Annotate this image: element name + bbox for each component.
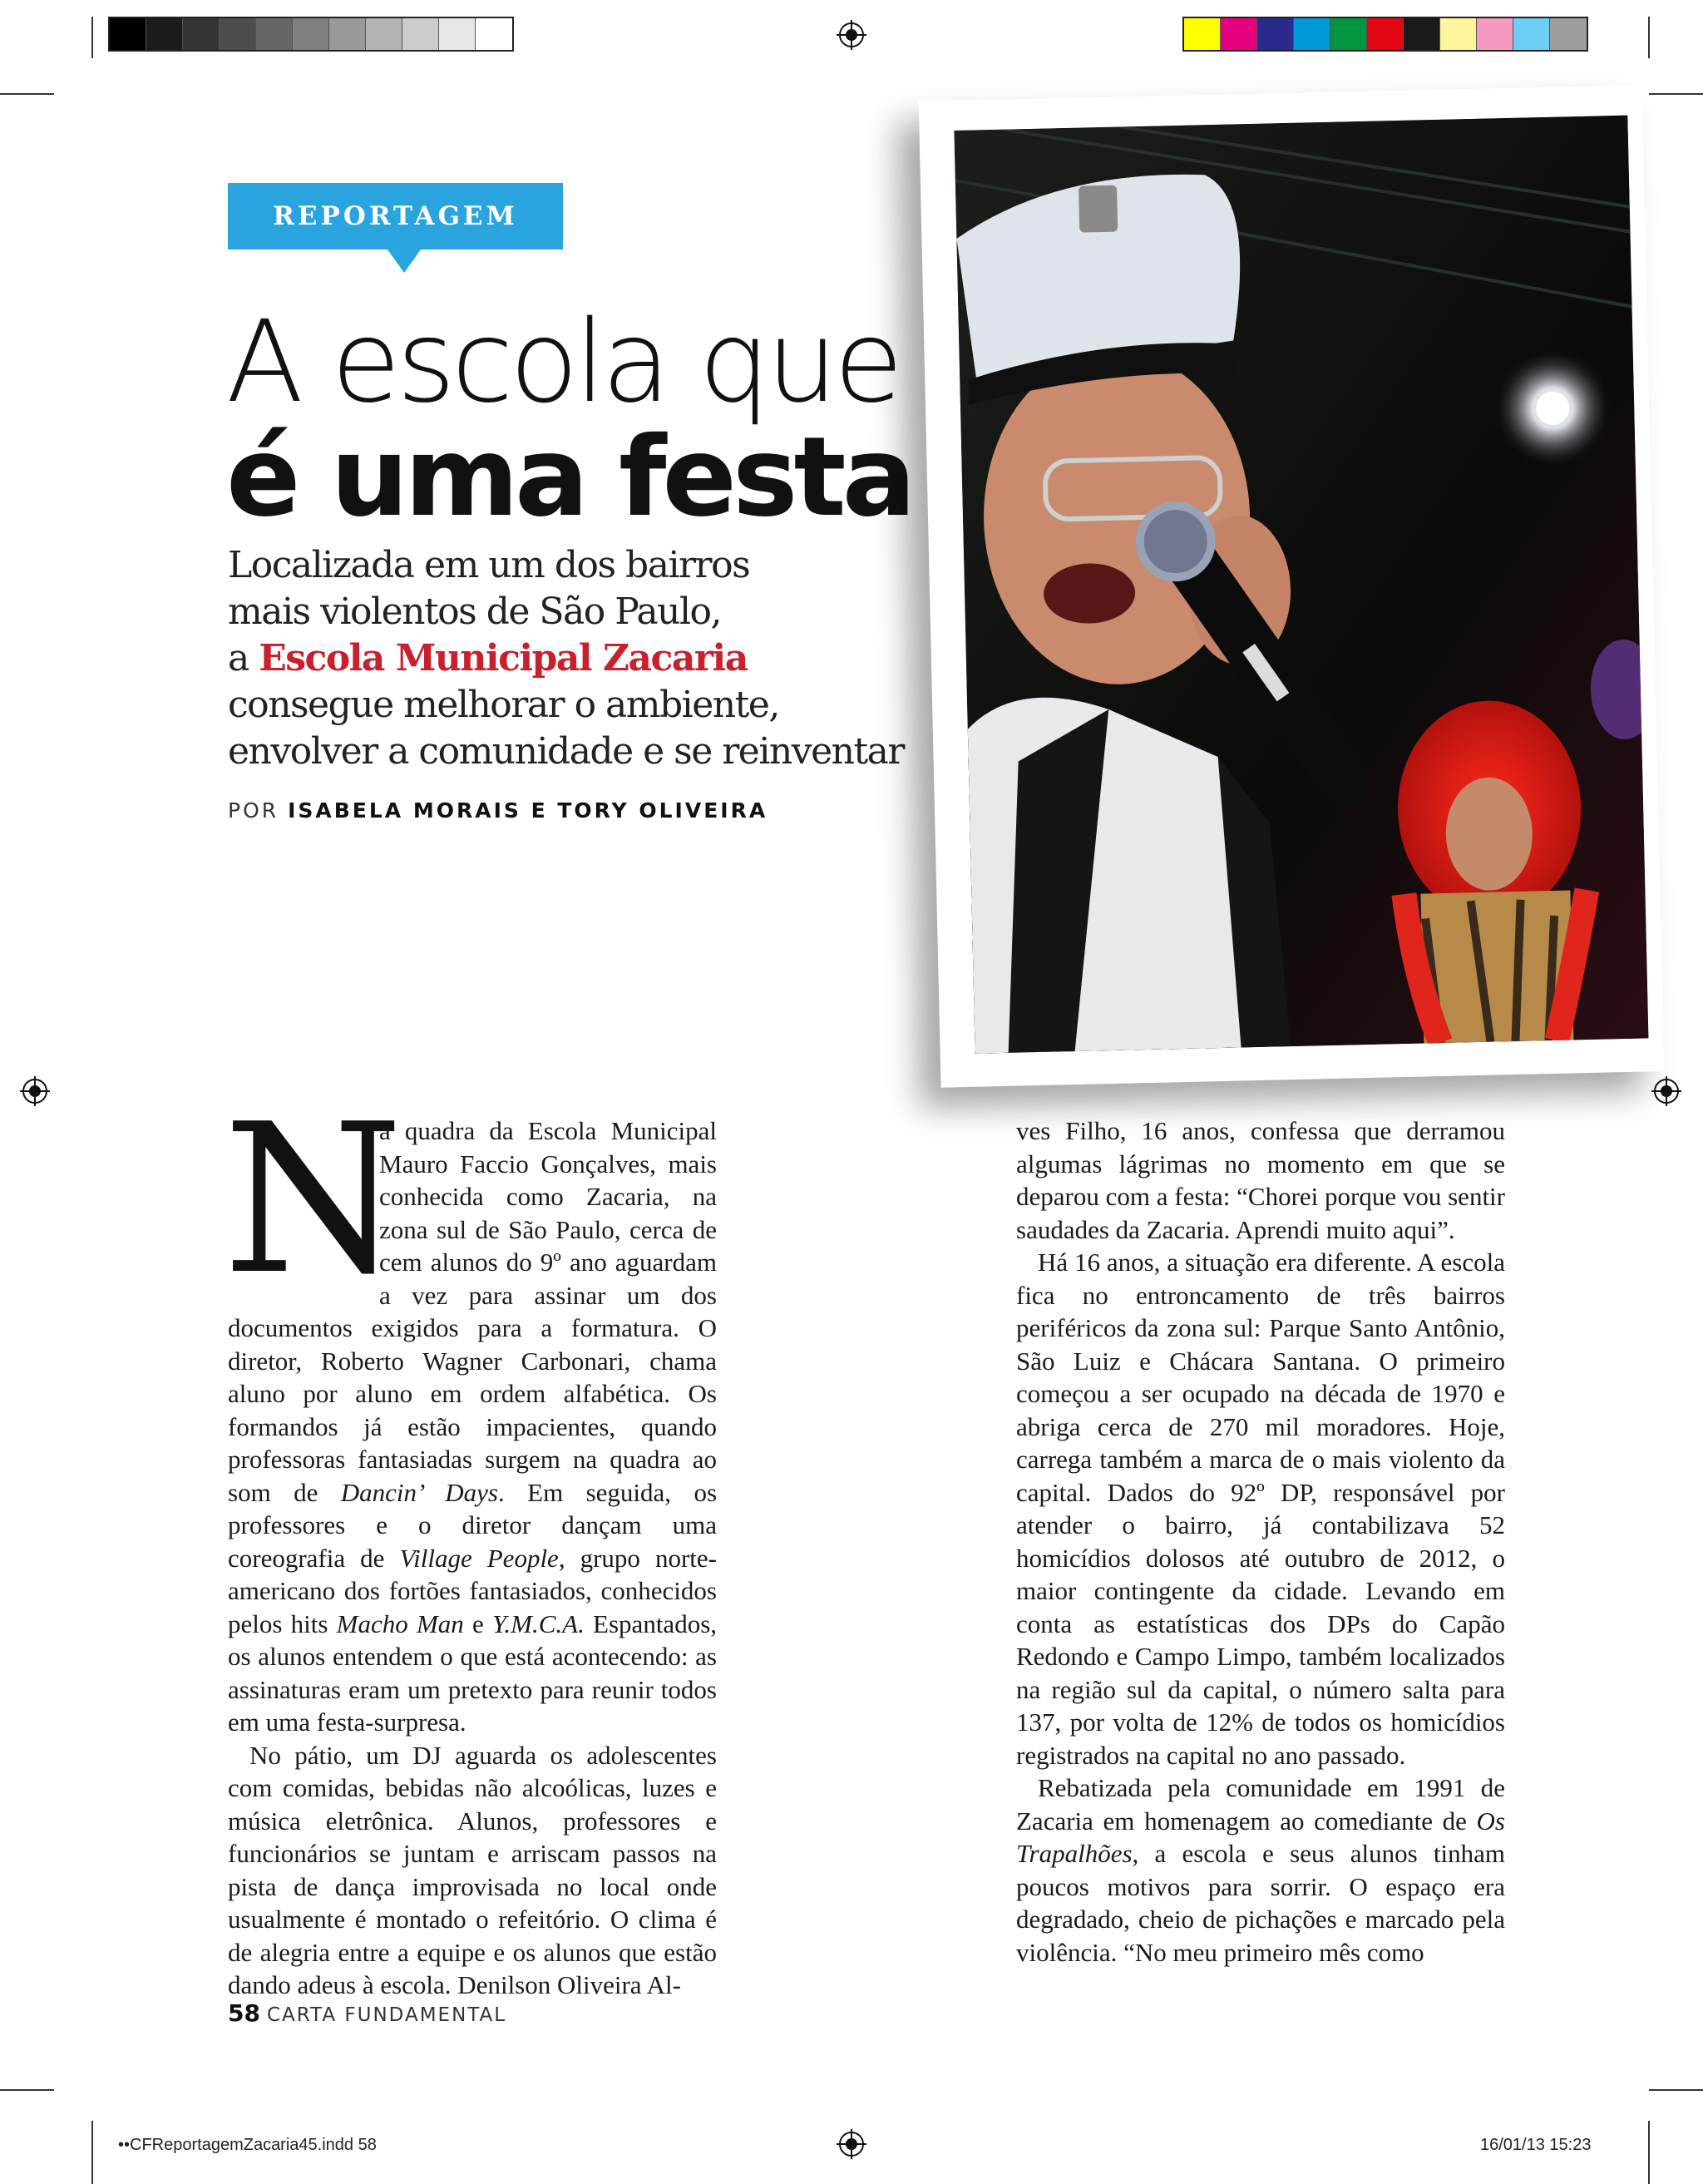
subhead-line-1: Localizada em um dos bairros: [228, 544, 750, 586]
grayscale-color-bar: [108, 17, 514, 52]
color-swatch: [293, 18, 329, 50]
body-text: a quadra da Escola Municipal Mauro Faccio Gonçalves, mais conhecida como Zacaria, na zona sul de São Paulo, cerca de cem alunos do 9º ano aguardam a vez para assinar um dos documentos exigidos para a formatura. O diretor, Roberto Wagner Carbonari, chama aluno por aluno em ordem alfabética. Os formandos já estão impacientes, quando professoras fantasiadas surgem na quadra ao som de: [228, 1116, 717, 1507]
color-swatch: [1221, 18, 1257, 50]
body-paragraph: [223, 1080, 718, 1739]
crop-mark: [0, 2089, 54, 2091]
crop-mark: [1648, 2121, 1650, 2184]
subhead-line-5: envolver a comunidade e se reinventar: [228, 730, 904, 773]
subhead-line-2: mais violentos de São Paulo,: [228, 590, 721, 633]
registration-mark-icon: [20, 1076, 50, 1106]
crop-mark: [1649, 93, 1703, 95]
body-paragraph: [1016, 1771, 1505, 1969]
byline: [228, 798, 768, 823]
crop-mark: [91, 2121, 93, 2184]
page-number: 58: [228, 1999, 260, 2027]
color-swatch: [1330, 18, 1367, 50]
subhead-line-3-prefix: a: [228, 637, 259, 679]
slug-filename: ••CFReportagemZacaria45.indd 58: [118, 2136, 377, 2154]
color-swatch: [1367, 18, 1404, 50]
section-tag: [228, 183, 563, 250]
registration-mark-icon: [837, 20, 866, 50]
show-title: Os Trapalhões: [1016, 1806, 1505, 1868]
body-column-1: [223, 1080, 718, 2002]
color-swatch: [366, 18, 402, 50]
color-swatch: [1184, 18, 1221, 50]
color-swatch: [183, 18, 220, 50]
color-swatch: [1404, 18, 1440, 50]
process-color-bar: [1182, 17, 1588, 52]
registration-mark-icon: [837, 2129, 866, 2159]
byline-prefix: POR: [228, 798, 279, 823]
page-footer: [228, 1999, 506, 2027]
photo-frame: [919, 85, 1665, 1087]
color-swatch: [1294, 18, 1330, 50]
section-tag-label: REPORTAGEM: [273, 201, 518, 231]
body-text: , grupo norte-americano dos fortões fantasiados, conhecidos pelos hits: [228, 1543, 717, 1638]
crop-mark: [1648, 17, 1650, 58]
color-swatch: [110, 18, 146, 50]
photo-illustration: [954, 116, 1648, 1054]
slug-datetime: 16/01/13 15:23: [1480, 2136, 1592, 2154]
body-column-2: [1016, 1114, 1505, 1969]
color-swatch: [256, 18, 293, 50]
crop-mark: [91, 17, 93, 58]
headline-line-2: é uma festa: [226, 413, 912, 541]
color-swatch: [1513, 18, 1550, 50]
body-paragraph: Há 16 anos, a situação era diferente. A escola fica no entroncamento de três bairros periféricos da zona sul: Parque Santo Antônio, São Luiz e Chácara Santana. O primeiro começou a ser ocupado na década de 1970 e abriga cerca de 270 mil moradores. Hoje, carrega também a marca de o mais violento da capital. Dados do 92º DP, responsável por atender o bairro, já contabilizava 52 homicídios dolosos até outubro de 2012, o maior contingente da cidade. Levando em conta as estatísticas dos DPs do Capão Redondo e Campo Limpo, também localizados na região sul da capital, o número salta para 137, por volta de 12% de todos os homicídios registrados na capital no ano passado.: [1016, 1248, 1505, 1770]
body-paragraph: ves Filho, 16 anos, confessa que derramou algumas lágrimas no momento em que se deparou com a festa: “Chorei porque vou sentir saudades da Zacaria. Aprendi muito aqui”.: [1016, 1116, 1505, 1244]
song-title: Macho Man: [336, 1608, 464, 1638]
body-text: , a escola e seus alunos tinham poucos motivos para sorrir. O espaço era degradado, cheio de pichações e marcado pela violência. “No meu primeiro mês como: [1016, 1839, 1505, 1967]
school-name: Escola Municipal Zacaria: [259, 637, 748, 679]
body-text: . Em seguida, os professores e o diretor dançam uma coreografia de: [228, 1477, 718, 1573]
headline-line-1: A escola que: [226, 297, 900, 428]
body-paragraph: No pátio, um DJ aguarda os adolescentes com comidas, bebidas não alcoólicas, luzes e música eletrônica. Alunos, professores e funcionários se juntam e arriscam passos na pista de dança improvisada no local onde usualmente é montado o refeitório. O clima é de alegria entre a equipe e os alunos que estão dando adeus à escola. Denilson Oliveira Al-: [228, 1740, 717, 1999]
subhead: [228, 542, 960, 775]
color-swatch: [220, 18, 256, 50]
color-swatch: [439, 18, 476, 50]
body-text: e: [463, 1608, 492, 1638]
body-text: Rebatizada pela comunidade em 1991 de Zacaria em homenagem ao comediante de: [1016, 1773, 1505, 1836]
drop-cap: N: [223, 1080, 403, 1320]
body-text: Espantados, os alunos entendem o que está acontecendo: as assinaturas eram um pretexto para reunir todos em uma festa-surpresa.: [228, 1608, 718, 1737]
color-swatch: [1477, 18, 1513, 50]
song-title: Y.M.C.A.: [492, 1608, 585, 1638]
crop-mark: [1649, 2089, 1703, 2091]
magazine-name: CARTA FUNDAMENTAL: [266, 2004, 507, 2026]
color-swatch: [476, 18, 512, 50]
color-swatch: [402, 18, 439, 50]
section-tag-pointer: [387, 250, 421, 273]
crop-mark: [0, 93, 54, 95]
color-swatch: [146, 18, 183, 50]
registration-mark-icon: [1651, 1076, 1681, 1106]
article-photo: [954, 116, 1648, 1054]
band-name: Village People: [399, 1543, 559, 1573]
song-title: Dancin’ Days: [340, 1477, 498, 1507]
color-swatch: [1440, 18, 1477, 50]
byline-authors: ISABELA MORAIS E TORY OLIVEIRA: [288, 798, 768, 823]
color-swatch: [329, 18, 366, 50]
color-swatch: [1550, 18, 1587, 50]
subhead-line-4: consegue melhorar o ambiente,: [228, 684, 779, 726]
color-swatch: [1257, 18, 1294, 50]
